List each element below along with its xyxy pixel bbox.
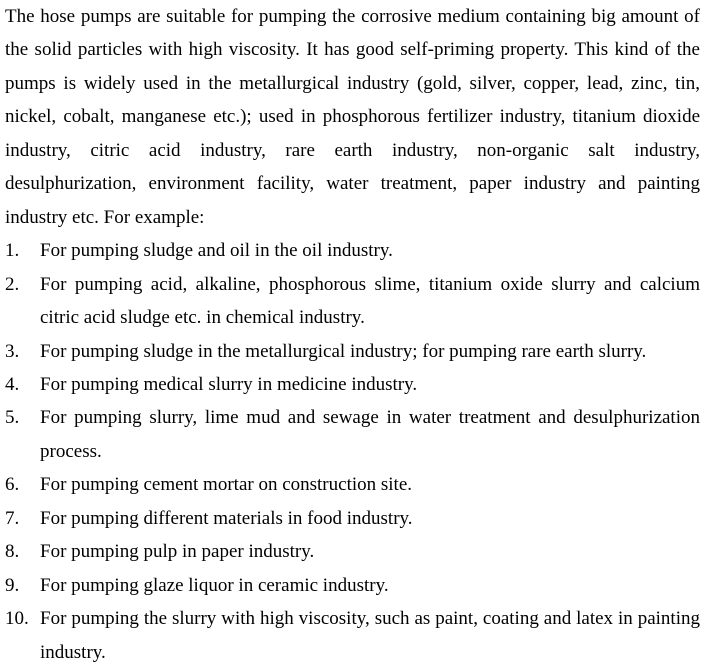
list-item-text: For pumping cement mortar on construction site. <box>40 474 413 496</box>
list-item-text: For pumping slurry, lime mud and sewage in water treatment and desulphurization process. <box>40 407 700 462</box>
list-item-text: For pumping acid, alkaline, phosphorous slime, titanium oxide slurry and calcium citric acid sludge etc. in chemical industry. <box>40 273 700 329</box>
list-item <box>5 602 700 669</box>
list-item-number: 5. <box>5 407 20 429</box>
list-item <box>5 401 700 468</box>
list-item <box>5 234 700 267</box>
list-item <box>5 502 700 535</box>
list-item-number: 2. <box>5 273 20 295</box>
applications-list <box>5 234 700 669</box>
list-item-number: 1. <box>5 240 20 262</box>
list-item <box>5 569 700 602</box>
list-item <box>5 268 700 335</box>
list-item-number: 7. <box>5 507 20 529</box>
list-item-text: For pumping glaze liquor in ceramic industry. <box>40 574 389 596</box>
list-item-number: 4. <box>5 373 20 395</box>
list-item-text: For pumping sludge and oil in the oil industry. <box>40 240 393 262</box>
list-item-number: 9. <box>5 574 20 596</box>
list-item-text: For pumping different materials in food industry. <box>40 507 413 529</box>
list-item <box>5 468 700 501</box>
list-item-text: For pumping sludge in the metallurgical industry; for pumping rare earth slurry. <box>40 340 647 362</box>
list-item-text: For pumping medical slurry in medicine industry. <box>40 373 418 395</box>
list-item-number: 10. <box>5 608 29 630</box>
list-item-number: 3. <box>5 340 20 362</box>
list-item-number: 6. <box>5 474 20 496</box>
list-item-text: For pumping pulp in paper industry. <box>40 541 315 563</box>
list-item-number: 8. <box>5 541 20 563</box>
intro-paragraph: The hose pumps are suitable for pumping the corrosive medium containing big amount of the solid particles with high viscosity. It has good self-priming property. This kind of the pumps is widely used in the metallurgical industry (gold, silver, copper, lead, zinc, tin, nickel, cobalt, manganese etc.); used in phosphorous fertilizer industry, titanium dioxide industry, citric acid industry, rare earth industry, non-organic salt industry, desulphurization, environment facility, water treatment, paper industry and painting industry etc. For example: <box>5 6 700 228</box>
list-item-text: For pumping the slurry with high viscosity, such as paint, coating and latex in painting industry. <box>40 608 700 663</box>
list-item <box>5 335 700 368</box>
list-item <box>5 368 700 401</box>
list-item <box>5 535 700 568</box>
